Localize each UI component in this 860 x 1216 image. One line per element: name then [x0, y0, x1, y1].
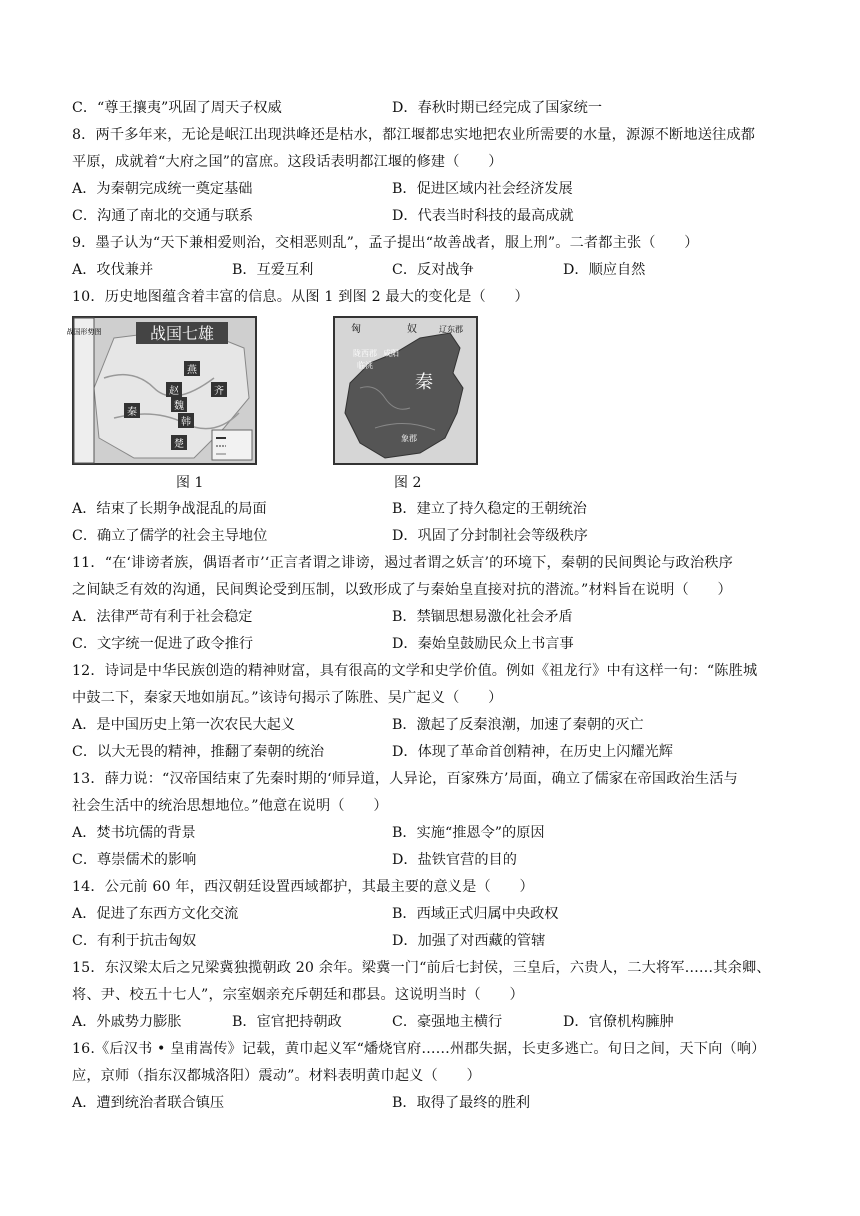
q13-option-d: D．盐铁官营的目的 [392, 852, 517, 868]
q11-option-c: C．文字统一促进了政令推行 [72, 636, 254, 652]
q16-stem-line1: 16.《后汉书 • 皇甫嵩传》记载，黄巾起义军“燔烧官府……州郡失据，长吏多逃亡。旬日之间，天下向（响） [72, 1041, 766, 1057]
fig1-state-label: 魏 [174, 401, 184, 412]
q7-option-c: C．“尊王攘夷”巩固了周天子权威 [72, 100, 282, 116]
fig1-title: 战国七雄 [149, 324, 215, 343]
q8-option-c: C．沟通了南北的交通与联系 [72, 208, 254, 224]
fig2-map-label: 陇西郡 [353, 349, 377, 358]
fig2-map-label: 咸阳 [383, 349, 399, 358]
q10-option-c: C．确立了儒学的社会主导地位 [72, 528, 268, 544]
q8-stem-line1: 8．两千多年来，无论是岷江出现洪峰还是枯水，都江堰都忠实地把农业所需要的水量，源源不断地送往成都 [72, 127, 756, 143]
q9-option-c: C．反对战争 [392, 262, 474, 278]
q10-option-b: B．建立了持久稳定的王朝统治 [392, 501, 587, 517]
fig2-map-label: 匈 [351, 324, 361, 335]
q13-option-b: B．实施“推恩令”的原因 [392, 825, 545, 841]
q8-option-a: A．为秦朝完成统一奠定基础 [72, 181, 253, 197]
q15-stem-line2: 将、尹、校五十七人”，宗室姻亲充斥朝廷和郡县。这说明当时（ ） [72, 987, 524, 1003]
q12-option-a: A．是中国历史上第一次农民大起义 [72, 717, 296, 733]
fig1-state-label: 燕 [187, 365, 197, 376]
q12-option-d: D．体现了革命首创精神，在历史上闪耀光辉 [392, 744, 673, 760]
q11-stem-line2: 之间缺乏有效的沟通，民间舆论受到压制，以致形成了与秦始皇直接对抗的潜流。”材料旨在说明（ ） [72, 582, 732, 598]
q13-stem-line1: 13．薛力说：“汉帝国结束了先秦时期的‘师异道，人异论，百家殊方’局面，确立了儒家在帝国政治生活与 [72, 771, 738, 787]
fig1-state-label: 赵 [169, 386, 179, 397]
q14-option-d: D．加强了对西藏的管辖 [392, 933, 546, 949]
figure-2-caption: 图 2 [394, 475, 422, 491]
fig2-map-label: 辽东郡 [439, 325, 463, 334]
fig1-state-label: 楚 [174, 439, 184, 450]
q9-stem: 9．墨子认为“天下兼相爱则治，交相恶则乱”，孟子提出“故善战者，服上刑”。二者都主张（ ） [72, 235, 699, 251]
q15-option-c: C．豪强地主横行 [392, 1014, 503, 1030]
q10-stem: 10．历史地图蕴含着丰富的信息。从图 1 到图 2 最大的变化是（ ） [72, 289, 529, 305]
figure-2-map-svg [335, 318, 476, 463]
q15-option-d: D．官僚机构臃肿 [563, 1014, 674, 1030]
fig1-state-label: 秦 [127, 407, 137, 418]
fig1-side-label: 战国形势图 [66, 328, 102, 336]
q7-option-d: D．春秋时期已经完成了国家统一 [392, 100, 603, 116]
figure-1-warring-states-map [66, 316, 257, 465]
q8-option-d: D．代表当时科技的最高成就 [392, 208, 574, 224]
q16-option-a: A．遭到统治者联合镇压 [72, 1095, 225, 1111]
q13-option-a: A．焚书坑儒的背景 [72, 825, 196, 841]
q8-option-b: B．促进区域内社会经济发展 [392, 181, 573, 197]
q10-option-d: D．巩固了分封制社会等级秩序 [392, 528, 588, 544]
q14-option-b: B．西域正式归属中央政权 [392, 906, 559, 922]
fig1-legend-box [212, 430, 252, 460]
q14-option-a: A．促进了东西方文化交流 [72, 906, 239, 922]
q10-option-a: A．结束了长期争战混乱的局面 [72, 501, 267, 517]
fig1-state-label: 齐 [214, 386, 224, 397]
q11-stem-line1: 11．“在‘诽谤者族，偶语者市’‘正言者谓之诽谤，遏过者谓之妖言’的环境下，秦朝的民间舆论与政治秩序 [72, 555, 733, 571]
q16-option-b: B．取得了最终的胜利 [392, 1095, 531, 1111]
fig2-map-label: 临洮 [357, 361, 373, 370]
q16-stem-line2: 应，京师（指东汉都城洛阳）震动”。材料表明黄巾起义（ ） [72, 1068, 481, 1084]
q12-stem-line1: 12．诗词是中华民族创造的精神财富，具有很高的文学和史学价值。例如《祖龙行》中有这样一句：“陈胜城 [72, 663, 758, 679]
q9-option-a: A．攻伐兼并 [72, 262, 154, 278]
fig2-map-label: 奴 [407, 324, 417, 335]
q11-option-d: D．秦始皇鼓励民众上书言事 [392, 636, 574, 652]
q9-option-b: B．互爱互利 [232, 262, 314, 278]
q14-option-c: C．有利于抗击匈奴 [72, 933, 197, 949]
q12-option-c: C．以大无畏的精神，推翻了秦朝的统治 [72, 744, 325, 760]
fig2-map-label: 象郡 [401, 434, 417, 443]
q12-stem-line2: 中鼓二下，秦家天地如崩瓦。”该诗句揭示了陈胜、吴广起义（ ） [72, 690, 503, 706]
q15-option-b: B．宦官把持朝政 [232, 1014, 342, 1030]
fig2-map-label: 秦 [415, 372, 433, 393]
q9-option-d: D．顺应自然 [563, 262, 646, 278]
q15-option-a: A．外戚势力膨胀 [72, 1014, 182, 1030]
q14-stem: 14．公元前 60 年，西汉朝廷设置西域都护，其最主要的意义是（ ） [72, 879, 534, 895]
figure-2-qin-map [333, 316, 478, 465]
fig1-state-label: 韩 [181, 417, 191, 428]
q13-stem-line2: 社会生活中的统治思想地位。”他意在说明（ ） [72, 798, 388, 814]
figure-1-caption: 图 1 [176, 475, 204, 491]
q15-stem-line1: 15．东汉梁太后之兄梁冀独揽朝政 20 余年。梁冀一门“前后七封侯，三皇后，六贵人，二大将军……其余卿、 [72, 960, 771, 976]
q12-option-b: B．激起了反秦浪潮，加速了秦朝的灭亡 [392, 717, 644, 733]
q13-option-c: C．尊崇儒术的影响 [72, 852, 197, 868]
q11-option-b: B．禁锢思想易激化社会矛盾 [392, 609, 573, 625]
q11-option-a: A．法律严苛有利于社会稳定 [72, 609, 253, 625]
q8-stem-line2: 平原，成就着“大府之国”的富庶。这段话表明都江堰的修建（ ） [72, 154, 503, 170]
figure-1-map-svg [66, 318, 255, 463]
